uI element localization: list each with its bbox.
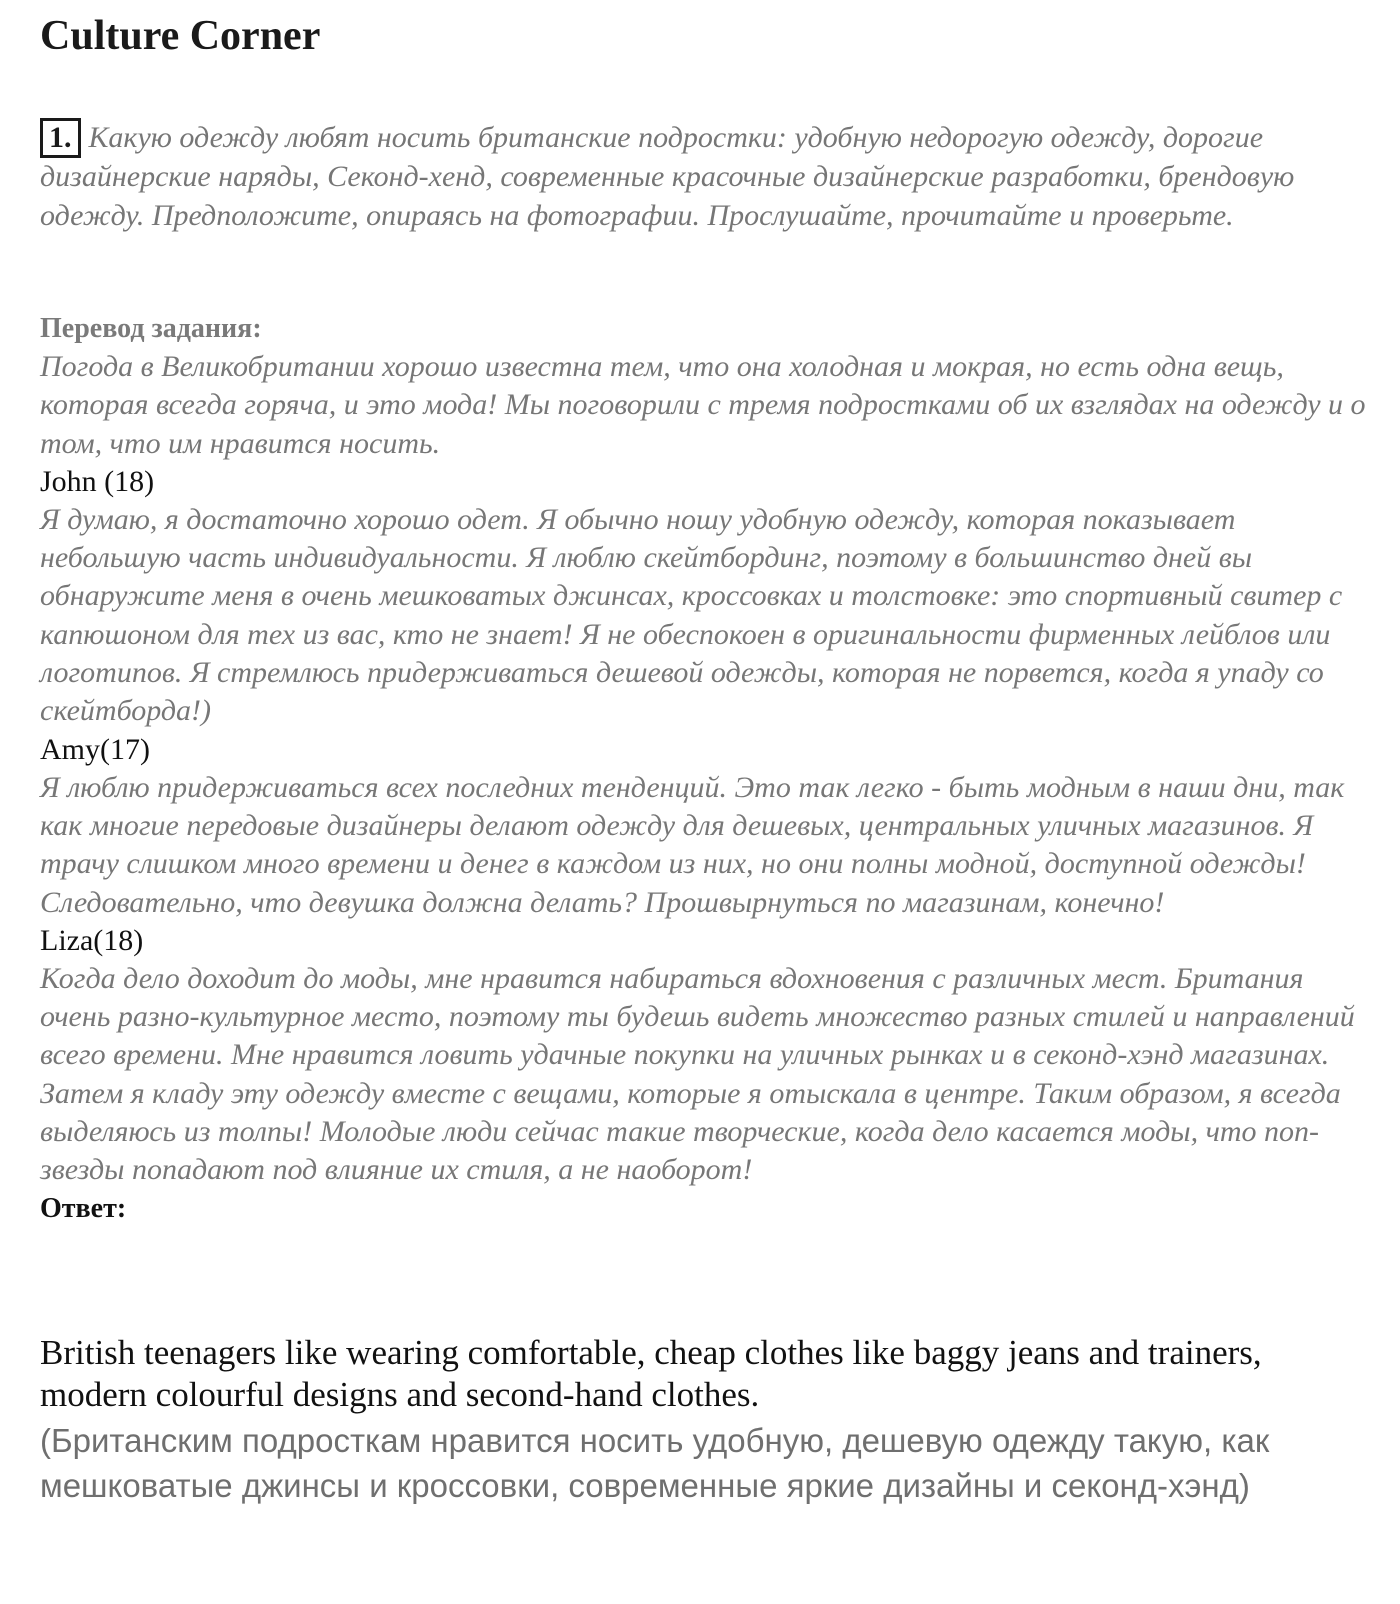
speaker-name-liza: Liza(18): [40, 923, 144, 957]
task-number-badge: 1.: [40, 118, 81, 158]
speaker-text-liza: Когда дело доходит до моды, мне нравится набираться вдохновения с различных мест. Британия очень разно-культурное место, поэтому ты будешь видеть множество разных стилей и направлений всего времени. Мне нравится ловить удачные покупки на уличных рынках и в секонд-хэнд магазинах. Затем я кладу эту одежду вместе с вещами, которые я отыскала в центре. Таким образом, я всегда выделяюсь из толпы! Молодые люди сейчас такие творческие, когда дело касается моды, что поп-звезды попадают под влияние их стиля, а не наоборот!: [40, 961, 1355, 1187]
page-title: Culture Corner: [40, 13, 321, 59]
speaker-text-amy: Я люблю придерживаться всех последних тенденций. Это так легко - быть модным в наши дни, так как многие передовые дизайнеры делают одежду для дешевых, центральных уличных магазинов. Я трачу слишком много времени и денег в каждом из них, но они полны модной, доступной одежды! Следовательно, что девушка должна делать? Прошвырнуться по магазинам, конечно!: [40, 770, 1345, 919]
speaker-text-john: Я думаю, я достаточно хорошо одет. Я обычно ношу удобную одежду, которая показывает небольшую часть индивидуальности. Я люблю скейтбординг, поэтому в большинство дней вы обнаружите меня в очень мешковатых джинсах, кроссовках и толстовке: это спортивный свитер с капюшоном для тех из вас, кто не знает! Я не обеспокоен в оригинальности фирменных лейблов или логотипов. Я стремлюсь придерживаться дешевой одежды, которая не порвется, когда я упаду со скейтборда!): [40, 502, 1343, 728]
answer-section: [40, 1332, 1360, 1508]
answer-label: Ответ:: [40, 1192, 127, 1224]
task-instruction: [40, 118, 1360, 235]
speaker-name-john: John (18): [40, 464, 155, 498]
speaker-name-amy: Amy(17): [40, 732, 150, 766]
translation-label: Перевод задания:: [40, 313, 262, 344]
answer-english: British teenagers like wearing comfortable, cheap clothes like baggy jeans and trainers, modern colourful designs and second-hand clothes.: [40, 1333, 1262, 1414]
answer-russian: (Британским подросткам нравится носить удобную, дешевую одежду такую, как мешковатые джинсы и кроссовки, современные яркие дизайны и секонд-хэнд): [40, 1422, 1270, 1504]
translation-intro: Погода в Великобритании хорошо известна тем, что она холодная и мокрая, но есть одна вещь, которая всегда горяча, и это мода! Мы поговорили с тремя подростками об их взглядах на одежду и о том, что им нравится носить.: [40, 350, 1366, 460]
translation-section: [40, 310, 1370, 1228]
task-text: Какую одежду любят носить британские подростки: удобную недорогую одежду, дорогие дизайнерские наряды, Секонд-хенд, современные красочные дизайнерские разработки, брендовую одежду. Предположите, опираясь на фотографии. Прослушайте, прочитайте и проверьте.: [40, 121, 1295, 232]
